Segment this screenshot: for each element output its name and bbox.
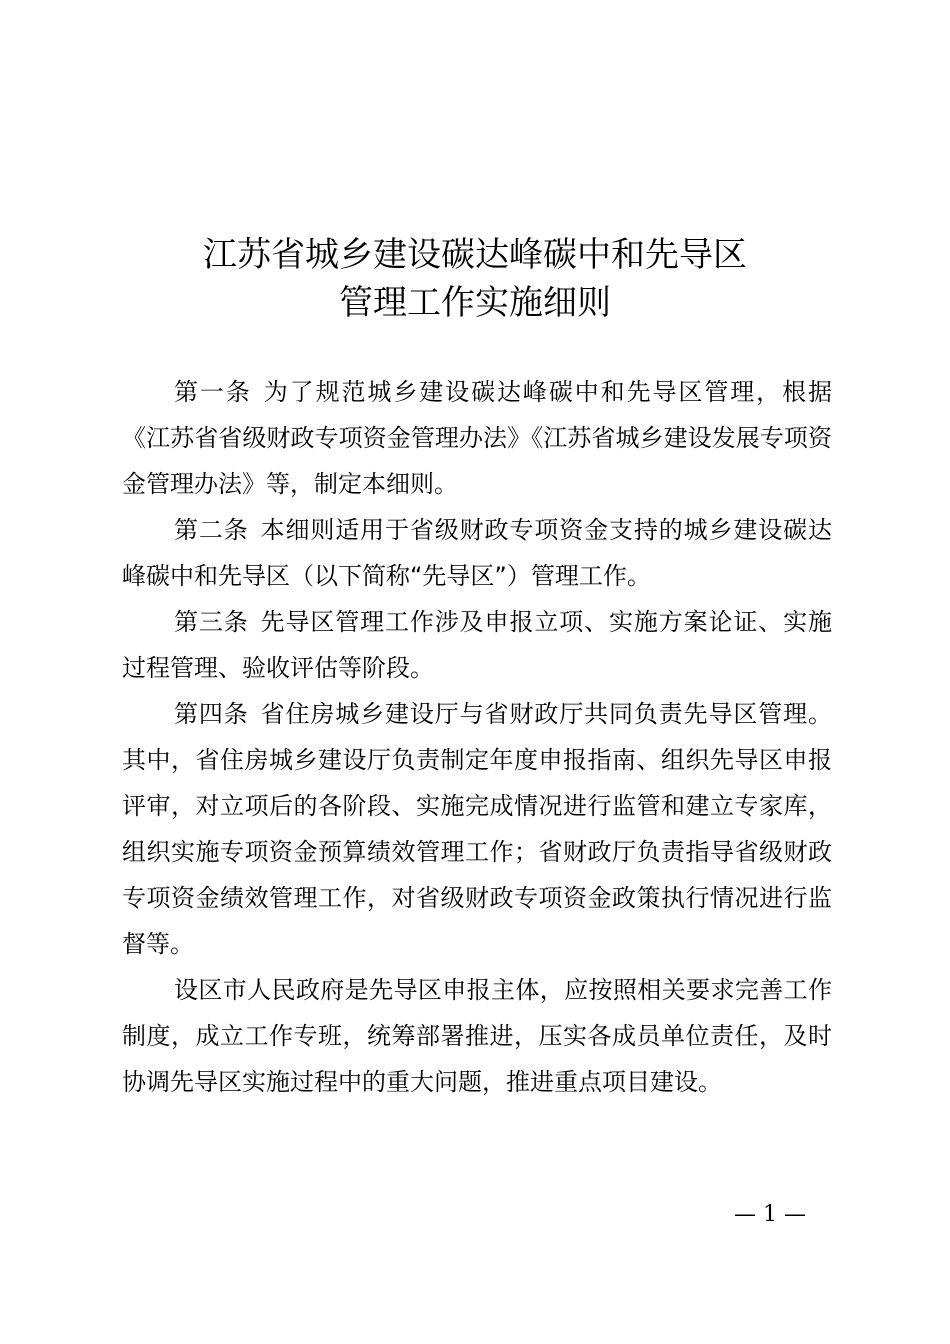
document-body [122, 369, 832, 1105]
document-title-line-1: 江苏省城乡建设碳达峰碳中和先导区 [203, 235, 747, 275]
article-4 [122, 691, 832, 967]
article-2 [122, 507, 832, 599]
page-number: — 1 — [734, 1202, 806, 1227]
article-3 [122, 599, 832, 691]
article-1-number: 第一条 [174, 378, 252, 406]
article-2-text: 本细则适用于省级财政专项资金支持的城乡建设碳达峰碳中和先导区（以下简称“先导区”）管理工作。 [122, 516, 832, 590]
article-4-number: 第四条 [174, 700, 249, 728]
article-2-number: 第二条 [174, 516, 249, 544]
document-title-line-2: 管理工作实施细则 [339, 283, 611, 323]
article-4-text: 省住房城乡建设厅与省财政厅共同负责先导区管理。其中，省住房城乡建设厅负责制定年度申报指南、组织先导区申报评审，对立项后的各阶段、实施完成情况进行监管和建立专家库，组织实施专项资金预算绩效管理工作；省财政厅负责指导省级财政专项资金绩效管理工作，对省级财政专项资金政策执行情况进行监督等。 [122, 700, 832, 958]
article-3-text: 先导区管理工作涉及申报立项、实施方案论证、实施过程管理、验收评估等阶段。 [122, 608, 832, 682]
article-1 [122, 369, 832, 507]
article-3-number: 第三条 [174, 608, 249, 636]
article-4-continuation: 设区市人民政府是先导区申报主体，应按照相关要求完善工作制度，成立工作专班，统筹部署推进，压实各成员单位责任，及时协调先导区实施过程中的重大问题，推进重点项目建设。 [122, 976, 832, 1096]
article-1-text: 为了规范城乡建设碳达峰碳中和先导区管理，根据《江苏省省级财政专项资金管理办法》《江苏省城乡建设发展专项资金管理办法》等，制定本细则。 [122, 378, 832, 498]
